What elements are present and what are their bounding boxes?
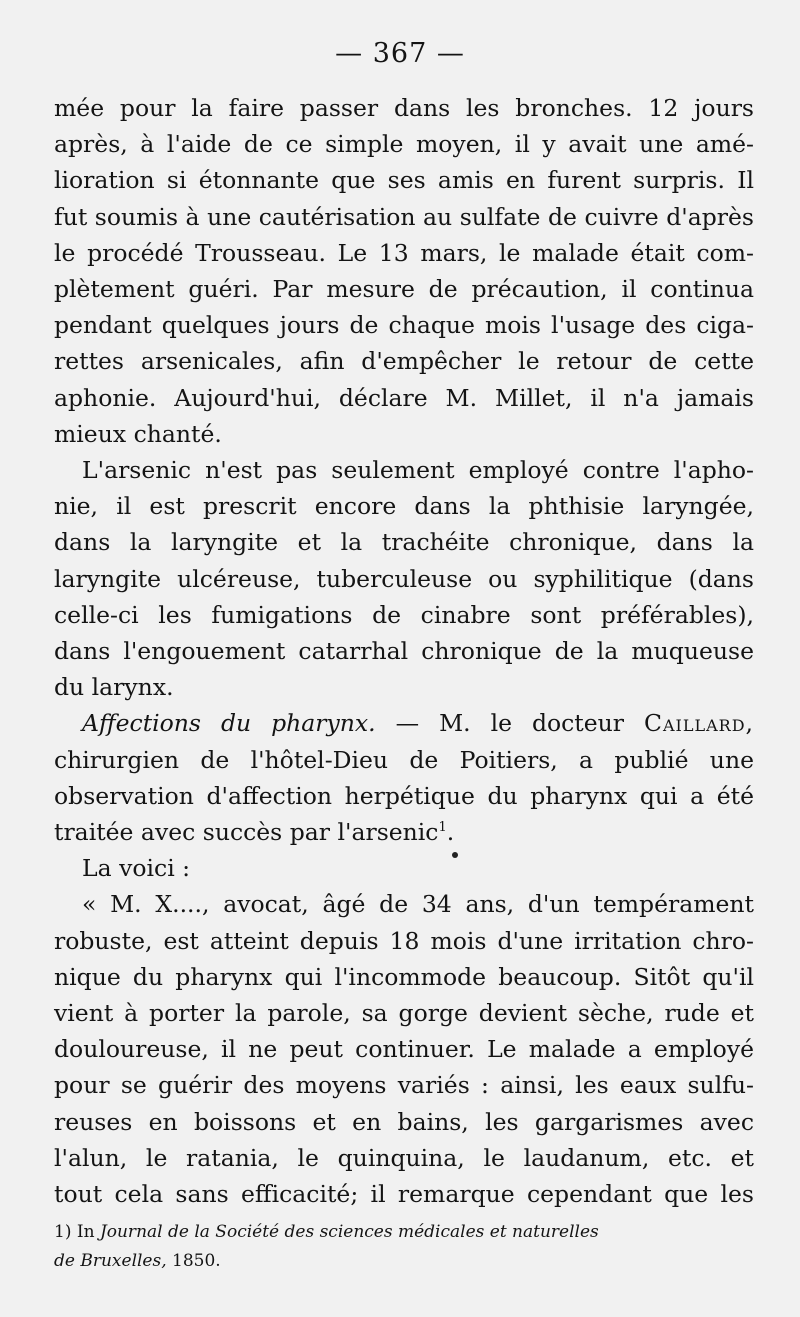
text-line: pour se guérir des moyens variés : ainsi, les eaux sulfu- [54, 1071, 754, 1100]
text-fragment: In [71, 1222, 100, 1242]
text-line: robuste, est atteint depuis 18 mois d'une irritation chro- [54, 926, 754, 955]
text-line: fut soumis à une cautérisation au sulfate de cuivre d'après [54, 202, 754, 231]
text-line: l'alun, le ratania, le quinquina, le laudanum, etc. et [54, 1143, 754, 1172]
page-body [54, 90, 754, 1212]
text-line: dans la laryngite et la trachéite chronique, dans la [54, 528, 754, 557]
text-line: dans l'engouement catarrhal chronique de la muqueuse [54, 637, 754, 666]
text-line: après, à l'aide de ce simple moyen, il y avait une amé- [54, 130, 754, 159]
footnote-marker: 1 [438, 820, 447, 836]
text-line: rettes arsenicales, afin d'empêcher le retour de cette [54, 347, 754, 376]
paragraph-treatment-outcome [54, 90, 754, 452]
footnote-number: 1) [54, 1222, 72, 1242]
text-line: La voici : [82, 854, 191, 883]
text-fragment: — M. le docteur [375, 709, 644, 738]
text-line: chirurgien de l'hôtel-Dieu de Poitiers, a publié une [54, 745, 754, 774]
text-line: le procédé Trousseau. Le 13 mars, le malade était com- [54, 238, 754, 267]
text-fragment: traitée avec succès par l'arsenic [54, 818, 439, 847]
text-line: pendant quelques jours de chaque mois l'usage des ciga- [54, 311, 754, 340]
text-line: laryngite ulcéreuse, tuberculeuse ou syphilitique (dans [54, 564, 754, 593]
text-line: nie, il est prescrit encore dans la phthisie laryngée, [54, 492, 754, 521]
text-line: lioration si étonnante que ses amis en furent surpris. Il [54, 166, 754, 195]
text-line: aphonie. Aujourd'hui, déclare M. Millet, il n'a jamais [54, 383, 754, 412]
footnote-line [54, 1247, 754, 1276]
journal-year: 1850. [166, 1251, 221, 1271]
author-name: Caillard, [643, 709, 754, 738]
text-line: nique du pharynx qui l'incommode beaucoup. Sitôt qu'il [54, 962, 754, 991]
ink-dot [452, 852, 458, 858]
text-line [54, 705, 754, 741]
paragraph-pharynx [54, 705, 754, 850]
text-line: vient à porter la parole, sa gorge devient sèche, rude et [54, 999, 754, 1028]
text-line: mée pour la faire passer dans les bronches. 12 jours [54, 94, 754, 122]
text-line: plètement guéri. Par mesure de précaution, il continua [54, 275, 754, 304]
text-line [54, 814, 754, 850]
text-fragment: . [446, 818, 455, 847]
text-line: observation d'affection herpétique du pharynx qui a été [54, 781, 754, 810]
text-line: reuses en boissons et en bains, les gargarismes avec [54, 1107, 754, 1136]
text-line: celle-ci les fumigations de cinabre sont préférables), [54, 600, 754, 629]
footnote [54, 1218, 754, 1276]
paragraph-case-quote [54, 886, 754, 1212]
journal-title: Journal de la Société des sciences médicales et naturelles [99, 1222, 599, 1242]
page-number: — 367 — [335, 38, 465, 69]
paragraph-intro [54, 850, 754, 886]
journal-city: de Bruxelles, [54, 1251, 167, 1271]
footnote-line [54, 1218, 754, 1247]
section-heading: Affections du pharynx. [82, 709, 376, 738]
text-line: « M. X...., avocat, âgé de 34 ans, d'un tempérament [82, 890, 754, 919]
text-line: du larynx. [54, 673, 174, 702]
text-line: tout cela sans efficacité; il remarque cependant que les [54, 1180, 754, 1209]
text-line: L'arsenic n'est pas seulement employé contre l'apho- [82, 456, 754, 485]
text-line: mieux chanté. [54, 419, 222, 448]
paragraph-arsenic-uses [54, 452, 754, 705]
text-line: douloureuse, il ne peut continuer. Le malade a employé [54, 1035, 754, 1064]
